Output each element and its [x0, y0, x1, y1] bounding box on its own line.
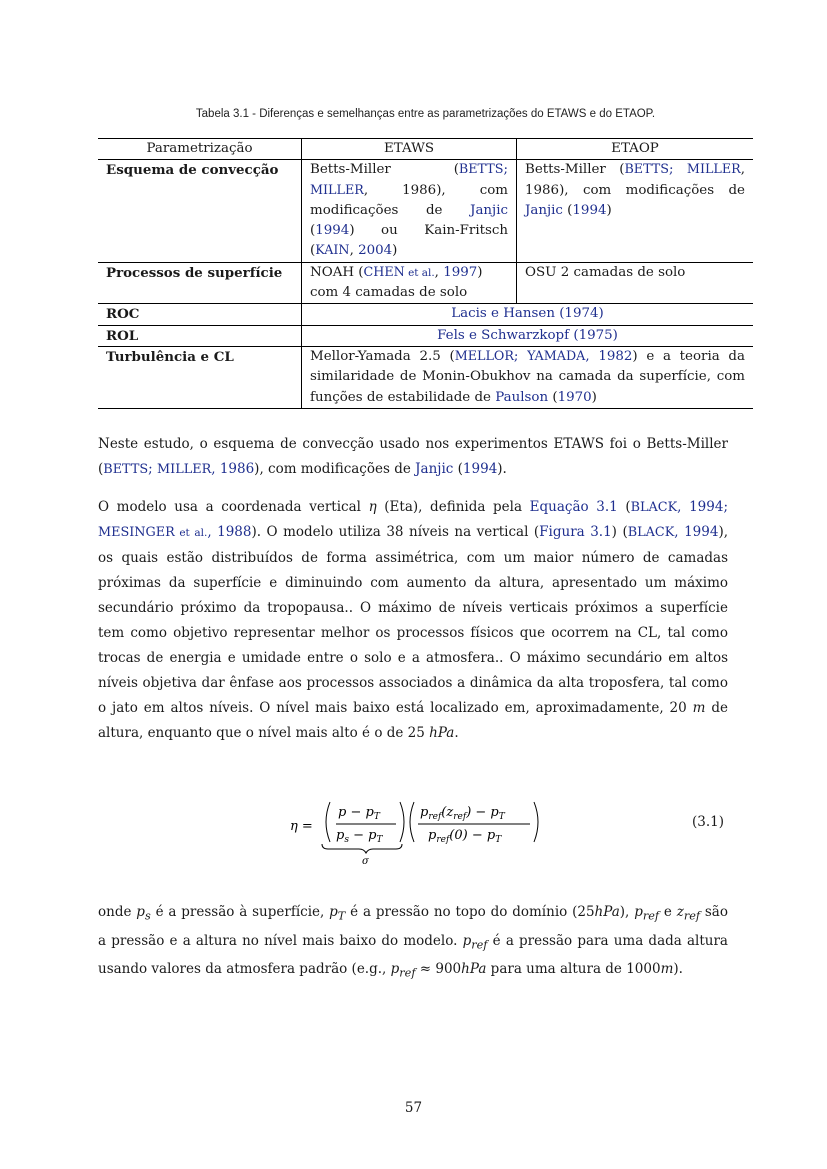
cite-link[interactable]: 1994 [462, 461, 498, 477]
body-text [98, 432, 728, 759]
eq-num1: $p - p_T$ [338, 805, 380, 822]
paragraph-3: onde $p_s$ é a pressão à superfície, $p_T$ é a pressão no topo do domínio (25hPa), $p_{ref}$ e $z_{ref}$ são a pressão e a altura no nível mais baixo do modelo. $p_{ref}$ é a pressão para uma dada altura usando valores da atmosfera padrão (e.g., $p_{ref} \approx 900hPa$ para uma altura de 1000m). [98, 904, 728, 981]
cite-link[interactable]: 1994 [689, 499, 724, 515]
table-caption: Tabela 3.1 - Diferenças e semelhanças entre as parametrizações do ETAWS e do ETAOP. [195, 108, 656, 120]
cite-link[interactable]: Janjic [525, 202, 563, 218]
paragraph-2: O modelo usa a coordenada vertical η (Eta), definida pela Equação 3.1 (BLACK, 1994; MESINGER et al., 1988). O modelo utiliza 38 níveis na vertical (Figura 3.1) (BLACK, 1994), os quais estão distribuídos de forma assimétrica, com um maior número de camadas próximas da superfície e diminuindo com aumento da altura, apresentado um máximo secundário próximo da tropopausa.. O máximo de níveis verticais próximos a superfície tem como objetivo representar melhor os processos físicos que ocorrem na CL, tal como trocas de energia e umidade entre o solo e a atmosfera.. O máximo secundário em altos níveis objetiva dar ênfase aos processos associados a dinâmica da alta troposfera, tal como o jato em altos níveis. O nível mais baixo está localizado em, aproximadamente, 20 m de altura, enquanto que o nível mais alto é o de 25 hPa. [98, 499, 729, 741]
row-label: Processos de superfície [98, 262, 302, 304]
table-header-row [98, 139, 753, 160]
row-label: Turbulência e CL [98, 346, 302, 408]
cite-link[interactable]: 1982 [598, 348, 633, 364]
cite-link[interactable]: Lacis e Hansen (1974) [451, 306, 604, 322]
row-label: ROL [98, 325, 302, 346]
cite-link[interactable]: 1994 [572, 202, 607, 218]
table-row [98, 325, 753, 346]
equation-number: (3.1) [692, 814, 725, 830]
cite-link[interactable]: Janjic [470, 202, 508, 218]
header-etaop: ETAOP [517, 139, 754, 160]
page-number: 57 [404, 1100, 423, 1116]
row-label: ROC [98, 304, 302, 325]
cite-link[interactable]: 1994 [684, 524, 719, 540]
header-param: Parametrização [98, 139, 302, 160]
body-text-2 [98, 900, 728, 999]
cell-shared [302, 304, 754, 325]
row-label: Esquema de convecção [106, 162, 279, 179]
cell-etaws: NOAH (CHEN et al., 1997) com 4 camadas de solo [302, 262, 517, 304]
cite-link[interactable]: BLACK [630, 500, 678, 515]
table-row [98, 262, 753, 304]
cite-link[interactable]: BLACK [627, 525, 675, 540]
cite-link[interactable]: MILLER [157, 462, 212, 477]
cell-etaop: OSU 2 camadas de solo [517, 262, 754, 304]
eq-sigma: σ [362, 856, 369, 866]
cite-link[interactable]: CHEN [363, 264, 405, 280]
cite-link[interactable]: 2004 [358, 243, 393, 259]
cite-link[interactable]: 1994 [315, 223, 350, 239]
cite-link[interactable]: BETTS [458, 162, 504, 178]
cite-link[interactable]: 1988 [217, 524, 252, 540]
cite-link[interactable]: BETTS [103, 462, 149, 477]
eq-den2: $p_{ref}(0) - p_T$ [428, 828, 502, 845]
cite-link[interactable]: 1970 [557, 389, 592, 405]
figure-link[interactable]: Figura 3.1 [539, 524, 612, 540]
equation-link[interactable]: Equação 3.1 [529, 499, 618, 515]
cell-shared [302, 325, 754, 346]
eq-lhs: η = [290, 819, 313, 834]
cell-shared: Mellor-Yamada 2.5 (MELLOR; YAMADA, 1982) e a teoria da similaridade de Monin-Obukhov na camada da superfície, com funções de estabilidade de Paulson (1970) [302, 346, 754, 408]
table-row [98, 160, 753, 262]
cite-link[interactable]: Fels e Schwarzkopf (1975) [437, 327, 618, 343]
header-etaws: ETAWS [302, 139, 517, 160]
paragraph-1: Neste estudo, o esquema de convecção usado nos experimentos ETAWS foi o Betts-Miller (BETTS; MILLER, 1986), com modificações de Janjic (1994). [98, 436, 728, 477]
cite-link[interactable]: 1986 [219, 461, 255, 477]
table-row [98, 346, 753, 408]
parametrization-table [98, 138, 753, 409]
cite-link[interactable]: YAMADA [527, 348, 586, 364]
cite-link[interactable]: 1997 [443, 264, 478, 280]
equation-3-1 [250, 796, 730, 866]
cite-link[interactable]: MESINGER [98, 525, 175, 540]
cell-etaop: Betts-Miller (BETTS; MILLER, 1986), com modificações de Janjic (1994) [517, 160, 754, 262]
cite-link[interactable]: MILLER [310, 182, 364, 198]
cite-link[interactable]: BETTS [624, 162, 669, 178]
cite-link[interactable]: Janjic [415, 461, 454, 477]
table-row [98, 304, 753, 325]
eq-den1: $p_s - p_T$ [336, 828, 383, 845]
cite-link[interactable]: KAIN [315, 243, 350, 259]
cell-etaws: Betts-Miller (BETTS; MILLER, 1986), com modificações de Janjic (1994) ou Kain-Fritsch (KAIN, 2004) [302, 160, 517, 262]
cite-link[interactable]: Paulson [495, 389, 549, 405]
cite-link[interactable]: MELLOR [454, 348, 514, 364]
cite-link[interactable]: MILLER [686, 162, 741, 178]
eq-num2: $p_{ref}(z_{ref}) - p_T$ [420, 805, 505, 822]
